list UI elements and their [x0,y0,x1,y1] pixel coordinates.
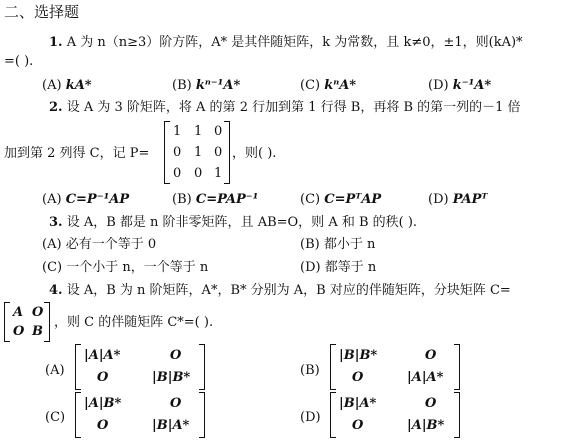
q2-option-d: (D) PAPᵀ [428,192,488,207]
q4-option-c-label: (C) [45,410,66,425]
q1-option-d: (D) k⁻¹A* [428,78,492,93]
q3-option-d: (D) 都等于 n [300,260,377,275]
q4-number: 4. [49,283,63,298]
q1-number: 1. [49,35,63,50]
q3-number: 3. [49,215,63,230]
q1-stem: A 为 n（n≥3）阶方阵，A* 是其伴随矩阵，k 为常数，且 k≠0，±1，则(kA)* [66,35,523,50]
q4-option-d-matrix: |B|A* O O |A|B* [330,392,460,438]
q4-option-a-matrix: |A|A* O O |B|B* [75,344,205,390]
q1-option-c: (C) kⁿA* [300,78,357,93]
q2-matrix-p: 1 1 0 0 1 0 0 0 1 [164,121,230,184]
q4-option-b-label: (B) [300,363,320,378]
q1-line1 [49,34,523,51]
q4-option-a-label: (A) [45,363,65,378]
q3-option-c: (C) 一个小于 n，一个等于 n [42,260,209,275]
q4-stem: 设 A，B 为 n 阶矩阵，A*，B* 分别为 A，B 对应的伴随矩阵，分块矩阵 C= [66,283,511,298]
q4-option-d-label: (D) [300,410,321,425]
q1-option-a: (A) kA* [42,78,92,93]
q2-option-a: (A) C=P⁻¹AP [42,192,130,207]
q2-stem: 设 A 为 3 阶矩阵，将 A 的第 2 行加到第 1 行得 B，再将 B 的第一列的－1 倍 [66,100,521,115]
section-title: 二、选择题 [4,3,80,21]
q2-number: 2. [49,100,63,115]
q4-option-c-matrix: |A|B* O O |B|A* [75,392,205,438]
q2-line1 [49,99,521,116]
q3-line1 [49,214,417,231]
q3-stem: 设 A，B 都是 n 阶非零矩阵，且 AB=O，则 A 和 B 的秩( ). [66,215,418,230]
q2-option-c: (C) C=PᵀAP [300,192,382,207]
q1-option-b: (B) kⁿ⁻¹A* [172,78,241,93]
q4-line2-after: ，则 C 的伴随矩阵 C*=( ). [54,315,214,330]
q2-option-b: (B) C=PAP⁻¹ [172,192,259,207]
q3-option-b: (B) 都小于 n [300,237,376,252]
q1-line2: =( ). [4,54,34,69]
q4-option-b-matrix: |B|B* O O |A|A* [330,344,460,390]
q2-line2-after: ，则( ). [232,146,277,161]
q4-matrix-c: A O O B [4,302,50,342]
q2-line2-before: 加到第 2 列得 C，记 P= [4,146,150,161]
q3-option-a: (A) 必有一个等于 0 [42,237,157,252]
q4-line1 [49,282,511,299]
